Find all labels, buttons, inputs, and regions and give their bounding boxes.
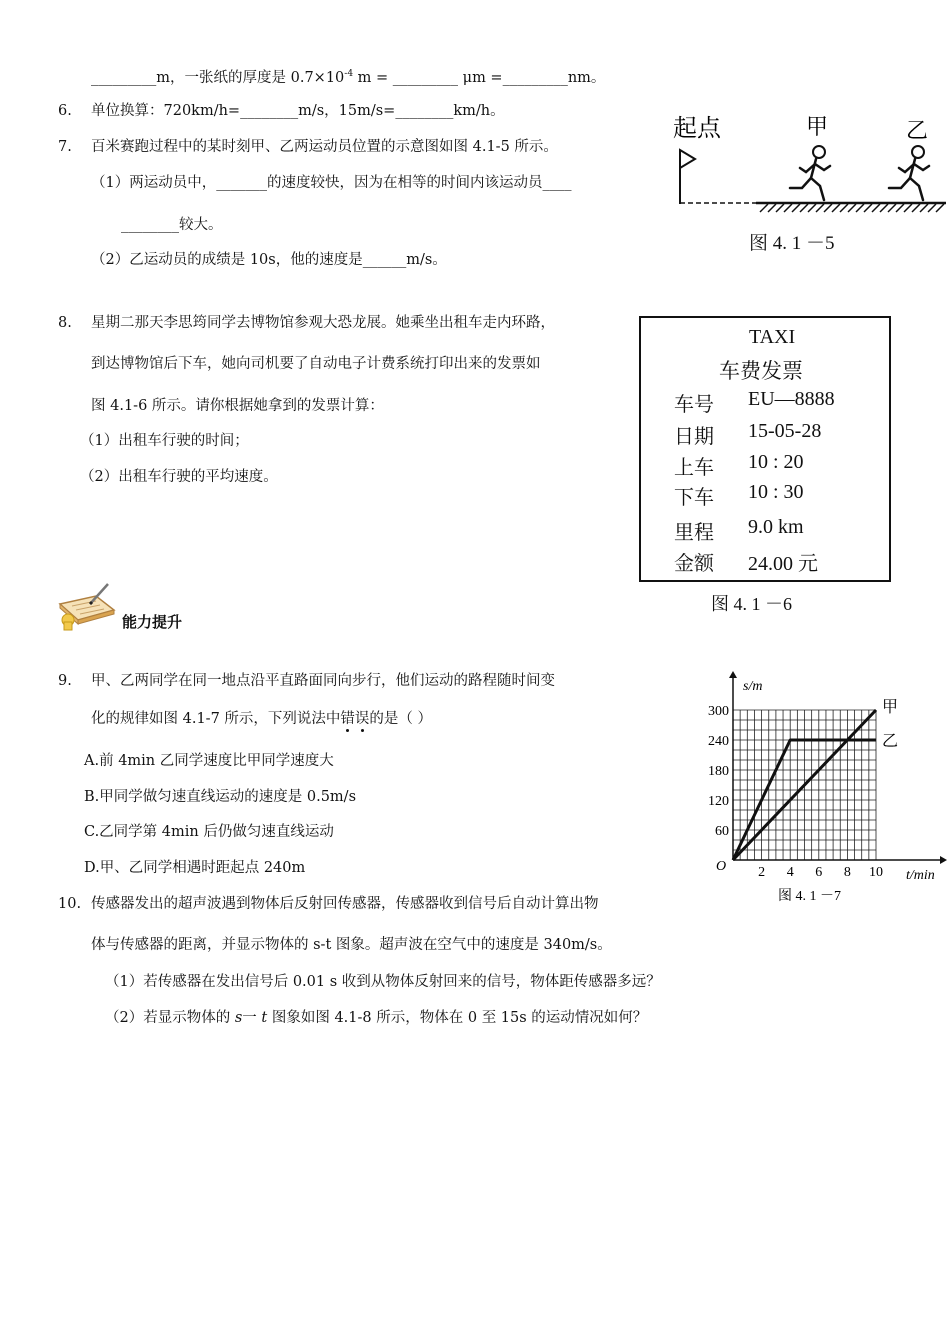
runner-jia-label: 甲 xyxy=(806,114,829,139)
q10-sub2-e: 图象如图 4.1-8 所示，物体在 0 至 15s 的运动情况如何？ xyxy=(267,1010,648,1026)
figure-4-1-7 xyxy=(700,668,948,910)
x-tick-label: 4 xyxy=(786,865,794,880)
receipt-caption: 图 4. 1 －6 xyxy=(711,594,792,614)
receipt-row-value: 10 : 30 xyxy=(748,481,804,503)
q6-text: 单位换算：720km/h=________m/s，15m/s=________km/h。 xyxy=(91,103,505,119)
emphasis-char: 误 xyxy=(354,711,370,727)
q8-line1: 星期二那天李思筠同学去博物馆参观大恐龙展。她乘坐出租车走内环路， xyxy=(91,315,555,331)
figure-4-1-5-caption: 图 4. 1 －5 xyxy=(749,233,835,254)
receipt-row-value: 10 : 20 xyxy=(748,451,804,473)
taxi-receipt xyxy=(639,316,891,582)
q7-sub2: （2）乙运动员的成绩是 10s，他的速度是______m/s。 xyxy=(91,252,447,268)
q9-line2-start: 化的规律如图 4.1-7 所示，下列说法中 xyxy=(91,711,341,727)
q8-line3: 图 4.1-6 所示。请你根据她拿到的发票计算： xyxy=(91,398,384,414)
receipt-row-value: EU—8888 xyxy=(748,388,835,410)
q9-line2 xyxy=(91,709,432,729)
q7-text: 百米赛跑过程中的某时刻甲、乙两运动员位置的示意图如图 4.1-5 所示。 xyxy=(91,139,558,155)
runner-jia-icon xyxy=(790,146,830,200)
q8-sub2: （2）出租车行驶的平均速度。 xyxy=(80,469,278,485)
section-title: 能力提升 xyxy=(122,613,183,631)
q9-option-c[interactable]: C.乙同学第 4min 后仍做匀速直线运动 xyxy=(84,824,334,840)
q5-blank[interactable]: _________ xyxy=(91,69,157,86)
q5-exponent: -4 xyxy=(344,69,354,79)
receipt-row-value: 9.0 km xyxy=(748,516,804,538)
receipt-row-label: 车号 xyxy=(674,394,714,416)
q10-sub2-a: （2）若显示物体的 xyxy=(105,1010,235,1026)
start-label: 起点 xyxy=(673,116,721,142)
y-tick-label: 240 xyxy=(708,734,729,749)
q6-number: 6. xyxy=(58,103,72,119)
y-tick-label: 300 xyxy=(708,704,729,719)
receipt-row-label: 上车 xyxy=(674,457,714,479)
receipt-row-label: 里程 xyxy=(674,522,714,544)
q10-sub2 xyxy=(105,1008,647,1028)
receipt-title: TAXI xyxy=(749,326,796,348)
q9-option-a[interactable]: A.前 4min 乙同学速度比甲同学速度大 xyxy=(84,753,334,769)
q8-line2: 到达博物馆后下车，她向司机要了自动电子计费系统打印出来的发票如 xyxy=(91,356,541,372)
flag-icon xyxy=(680,150,695,204)
y-axis-arrow xyxy=(729,671,737,678)
receipt-row-label: 下车 xyxy=(674,487,714,509)
receipt-row-label: 金额 xyxy=(674,553,714,575)
x-tick-label: 2 xyxy=(758,865,766,880)
x-axis-label: t/min xyxy=(906,868,935,883)
runner-yi-icon xyxy=(889,146,929,200)
q10-sub2-t: t xyxy=(261,1010,268,1026)
q9-line2-end: 的是（ ） xyxy=(369,711,433,727)
q10-sub2-c: 一 xyxy=(242,1010,262,1026)
q9-option-b[interactable]: B.甲同学做匀速直线运动的速度是 0.5m/s xyxy=(84,789,357,805)
q5-text1: m，一张纸的厚度是 0.7×10 xyxy=(156,69,345,86)
q10-line1: 传感器发出的超声波遇到物体后反射回传感器，传感器收到信号后自动计算出物 xyxy=(91,896,599,912)
ground-hatch xyxy=(760,204,944,212)
y-tick-label: 60 xyxy=(715,824,729,839)
emphasis-char: 错 xyxy=(340,711,355,727)
chart-caption: 图 4. 1 －7 xyxy=(778,889,841,904)
q10-line2: 体与传感器的距离，并显示物体的 s-t 图象。超声波在空气中的速度是 340m/s。 xyxy=(91,937,612,953)
y-tick-label: 180 xyxy=(708,764,729,779)
q9-emphasis xyxy=(340,711,369,727)
q7-sub1-line2: ________较大。 xyxy=(121,217,223,233)
x-tick-label: 6 xyxy=(815,865,823,880)
y-axis-label: s/m xyxy=(743,679,763,694)
q7-sub1-line1: （1）两运动员中，_______的速度较快，因为在相等的时间内该运动员____ xyxy=(91,175,572,191)
q9-line1: 甲、乙两同学在同一地点沿平直路面同向步行，他们运动的路程随时间变 xyxy=(91,673,555,689)
q8-number: 8. xyxy=(58,315,72,331)
q5-line xyxy=(91,64,605,88)
x-tick-label: 8 xyxy=(843,865,851,880)
series-label: 乙 xyxy=(882,733,899,750)
section-header xyxy=(56,582,256,636)
receipt-row-value: 15-05-28 xyxy=(748,420,822,442)
y-tick-label: 120 xyxy=(708,794,729,809)
series-label: 甲 xyxy=(882,699,899,716)
origin-label: O xyxy=(716,859,727,874)
receipt-row-label: 日期 xyxy=(674,426,714,448)
q9-number: 9. xyxy=(58,673,72,689)
q5-text2: m = _________ μm =_________nm。 xyxy=(353,69,606,86)
q10-sub2-s: s xyxy=(234,1010,243,1026)
q7-number: 7. xyxy=(58,139,72,155)
q10-number: 10. xyxy=(58,896,82,912)
receipt-subtitle: 车费发票 xyxy=(719,359,803,383)
q9-option-d[interactable]: D.甲、乙同学相遇时距起点 240m xyxy=(84,860,306,876)
receipt-row-value: 24.00 元 xyxy=(748,553,818,575)
s-t-chart xyxy=(700,668,948,910)
q10-sub1: （1）若传感器在发出信号后 0.01 s 收到从物体反射回来的信号，物体距传感器多远？ xyxy=(105,974,661,990)
notebook-pencil-icon xyxy=(56,582,118,632)
x-tick-label: 10 xyxy=(869,865,883,880)
runner-yi-label: 乙 xyxy=(906,118,929,143)
q8-sub1: （1）出租车行驶的时间； xyxy=(80,433,249,449)
x-axis-arrow xyxy=(940,856,947,864)
